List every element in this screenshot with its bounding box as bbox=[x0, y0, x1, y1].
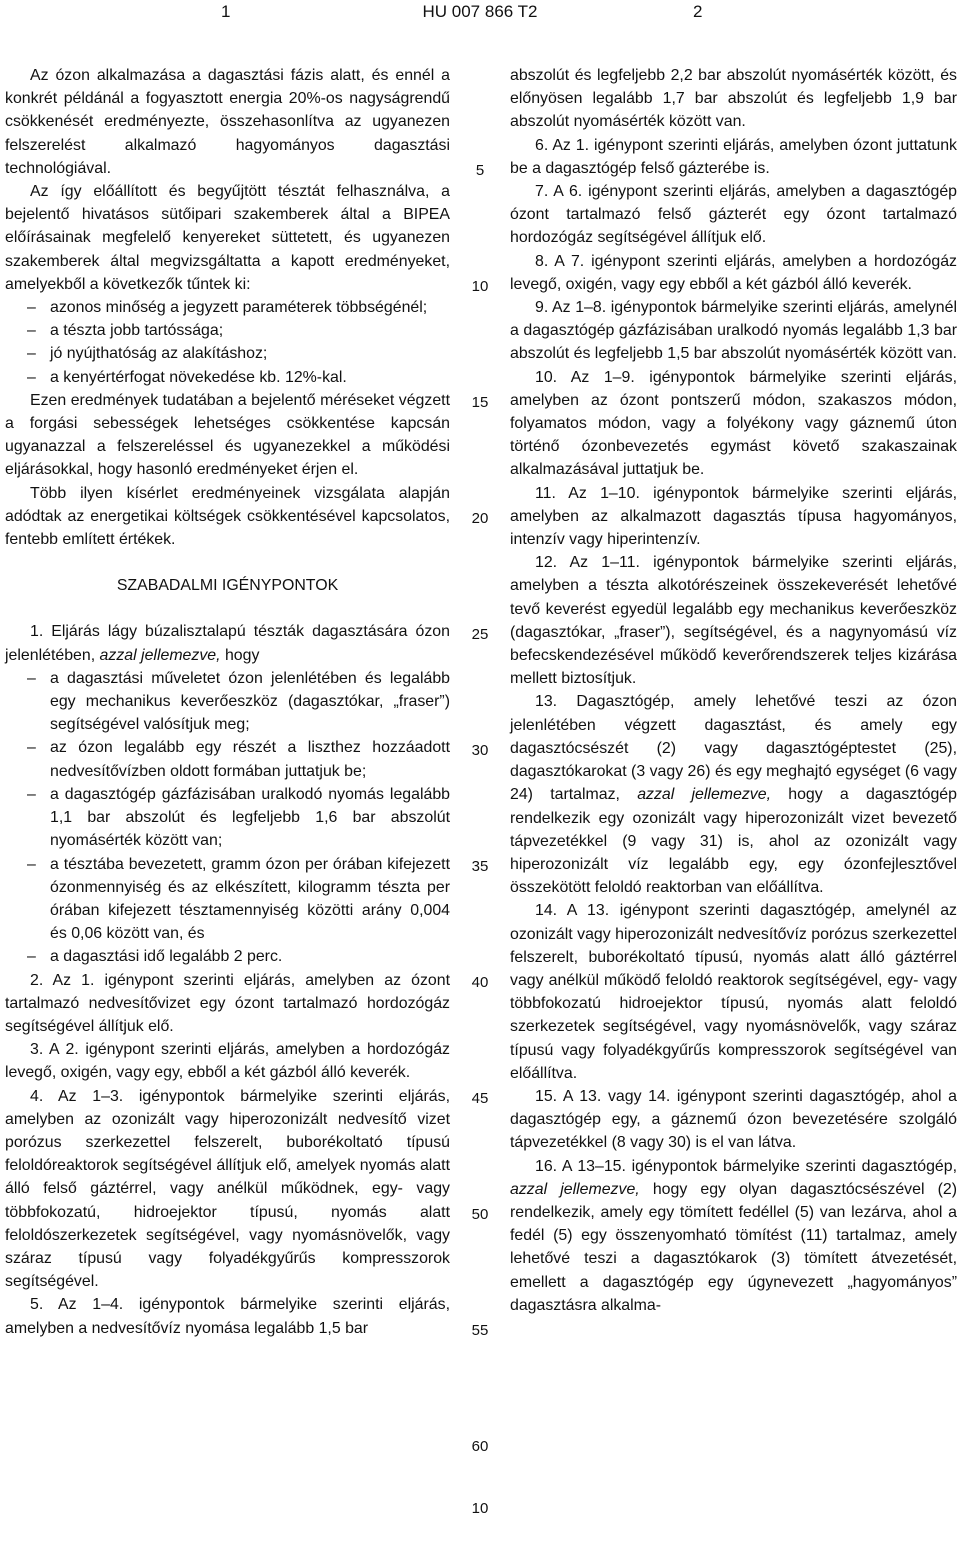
line-number: 55 bbox=[471, 1322, 489, 1339]
text-run: hogy a dagasztógép rendelkezik egy ozonizált vagy hiperozonizált vizet bevezető tápvezetékkel (9 vagy 31) is, ahol az ozonizált vagy hiperozonizált víz legalább egy, egy ózonfejlesztővel összekötött feloldó reaktorban van előállítva. bbox=[510, 786, 957, 897]
right-page-number: 2 bbox=[693, 2, 703, 21]
dash-list-item: – a dagasztási műveletet ózon jelenlétében és legalább egy mechanikus keverőeszköz (dagasztókar, „fraser”) segítségével valósítjuk meg; bbox=[5, 667, 450, 737]
line-number: 30 bbox=[471, 742, 489, 759]
left-page-number: 1 bbox=[221, 2, 231, 21]
paragraph: Több ilyen kísérlet eredményeinek vizsgálata alapján adódtak az energetikai költségek csökkentésével kapcsolatos, fentebb említett értékek. bbox=[5, 484, 450, 549]
line-number: 45 bbox=[471, 1090, 489, 1107]
paragraph: abszolút és legfeljebb 2,2 bar abszolút nyomásérték között, és előnyösen legalább 1,7 bar abszolút és legfeljebb 1,9 bar abszolút nyomásérték között van. bbox=[510, 67, 957, 131]
dash-list-item: – az ózon legalább egy részét a liszthez hozzáadott nedvesítővízben oldott formában juttatjuk be; bbox=[5, 736, 450, 782]
emphasis-text: azzal jellemezve, bbox=[510, 1180, 640, 1198]
emphasis-text: azzal jellemezve, bbox=[99, 646, 221, 664]
line-number: 25 bbox=[471, 626, 489, 643]
paragraph: Ezen eredmények tudatában a bejelentő méréseket végzett a forgási sebességek lehetséges csökkentése kapcsán ugyanazzal a felszereléssel és ugyanezekkel a működési eljárásokkal, hogy hasonló eredményeket érjen el. bbox=[5, 391, 450, 479]
page-number: 10 bbox=[471, 1500, 489, 1517]
document-number: HU 007 866 T2 bbox=[422, 2, 538, 21]
paragraph: 3. A 2. igénypont szerinti eljárás, amelyben a hordozógáz levegő, oxigén, vagy egy, ebből a két gázból álló keverék. bbox=[5, 1041, 450, 1082]
paragraph: Az így előállított és begyűjtött tésztát felhasználva, a bejelentő hivatásos sütőipari szakemberek által a BIPEA előírásainak megfelelő kenyereket süttetett, és ugyanezen szakemberek által megvizsgáltatta a kapott eredményeket, amelyekből a következők tűntek ki: bbox=[5, 183, 450, 293]
text-run: hogy egy olyan dagasztócsészével (2) rendelkezik, amely egy tömített fedéllel (5) van lezárva, ahol a fedél (5) egy összenyomható tömítést (11) tartalmaz, amely lehetővé teszi a dagasztókarok (3) tömített átvezetését, emellett a dagasztógép egy úgynevezett „hagyományos” dagasztásra alkalma- bbox=[510, 1180, 958, 1314]
left-text-column bbox=[5, 64, 450, 1340]
paragraph: 11. Az 1–10. igénypontok bármelyike szerinti eljárás, amelyben az alkalmazott dagasztás típusa hagyományos, intenzív vagy hiperintenzív. bbox=[510, 484, 957, 549]
paragraph bbox=[510, 1155, 957, 1317]
line-number: 20 bbox=[471, 510, 489, 527]
emphasis-text: azzal jellemezve, bbox=[637, 786, 771, 804]
line-number: 35 bbox=[471, 858, 489, 875]
paragraph: 10. Az 1–9. igénypontok bármelyike szerinti eljárás, amelyben az ózont pontszerű módon, szakaszos módon, folyamatos módon, vagy a folyékony vagy gáznemű úton történő ózonbevezetés egymást követő szakaszainak alkalmazásával juttatjuk be. bbox=[510, 368, 957, 479]
line-number: 15 bbox=[471, 394, 489, 411]
paragraph: Az ózon alkalmazása a dagasztási fázis alatt, és ennél a konkrét példánál a fogyasztott energia 20%-os nagyságrendű csökkenését eredményezte, összehasonlítva az ugyanezen felszerelést alkalmazó hagyományos dagasztási technológiával. bbox=[5, 67, 450, 177]
paragraph: 2. Az 1. igénypont szerinti eljárás, amelyben az ózont tartalmazó nedvesítővizet egy ózont tartalmazó hordozógáz segítségével állítjuk elő. bbox=[5, 971, 450, 1035]
paragraph: 4. Az 1–3. igénypontok bármelyike szerinti eljárás, amelyben az ozonizált vagy hiperozonizált nedvesítő vizet porózus szerkezettel felszerelt, buborékoltató típusú feloldóreaktorok segítségével állítjuk elő, amelyek nyomás alatt álló felső gáztérrel, vagy anélkül működnek, egy- vagy többfokozatú, hidroejektor típusú, nyomás alatt feloldószerkezetek segítségével, vagy nyomásnövelők, vagy száraz típusú vagy folyadékgyűrűs kompresszorok segítségével. bbox=[5, 1087, 450, 1291]
dash-list-item: – a tésztába bevezetett, gramm ózon per órában kifejezett ózonmennyiség és az elkészített, kilogramm tészta per órában kifejezett tésztamennyiség közötti arány 0,004 és 0,06 között van, és bbox=[5, 853, 450, 946]
line-number: 5 bbox=[475, 162, 485, 179]
paragraph: 5. Az 1–4. igénypontok bármelyike szerinti eljárás, amelyben a nedvesítővíz nyomása legalább 1,5 bar bbox=[5, 1296, 450, 1337]
text-run: 13. Dagasztógép, amely lehetővé teszi az ózon jelenlétében végzett dagasztást, és amely egy dagasztócsészét (2) vagy dagasztógéptestet (25), dagasztókarokat (3 vagy 26) és egy meghajtó egységet (6 vagy 24) tartalmaz, bbox=[510, 693, 957, 804]
text-run: hogy bbox=[220, 646, 260, 664]
paragraph: 14. A 13. igénypont szerinti dagasztógép, amelynél az ozonizált vagy hiperozonizált nedvesítővíz porózus szerkezettel felszerelt, buborékoltató típusú, nyomás alatt álló gáztérrel vagy anélkül működő feloldó reaktorok segítségével, egy- vagy többfokozatú hidroejektor típusú, nyomás alatt feloldó szerkezetek segítségével, vagy nyomásnövelők, vagy száraz típusú vagy folyadékgyűrűs kompresszorok segítségével van előállítva. bbox=[510, 902, 957, 1082]
line-number: 60 bbox=[471, 1438, 489, 1455]
line-number: 10 bbox=[471, 278, 489, 295]
paragraph: 8. A 7. igénypont szerinti eljárás, amelyben a hordozógáz levegő, oxigén, vagy egy ebből a két gázból álló keverék. bbox=[510, 252, 957, 293]
text-run: 1. Eljárás lágy búzalisztalapú tészták dagasztására ózon jelenlétében, bbox=[5, 623, 450, 664]
section-heading: SZABADALMI IGÉNYPONTOK bbox=[116, 577, 339, 595]
paragraph: 6. Az 1. igénypont szerinti eljárás, amelyben ózont juttatunk be a dagasztógép felső gázterébe is. bbox=[510, 136, 957, 177]
dash-list-item: – a dagasztási idő legalább 2 perc. bbox=[5, 945, 450, 968]
dash-list-item: – jó nyújthatóság az alakításhoz; bbox=[5, 342, 450, 365]
dash-list-item: – a kenyértérfogat növekedése kb. 12%-kal. bbox=[5, 366, 450, 389]
paragraph: 12. Az 1–11. igénypontok bármelyike szerinti eljárás, amelyben a tészta alkotórészeinek összekeverését lehetővé tevő keverést egyedül legalább egy mechanikus keverőeszköz (dagasztókar, „fraser”), segítségével, és a nagynyomású víz befecskendezésével működő keverőrendszerek teljes kizárása mellett biztosítjuk. bbox=[510, 554, 957, 688]
right-text-column bbox=[510, 64, 957, 1317]
paragraph: 9. Az 1–8. igénypontok bármelyike szerinti eljárás, amelynél a dagasztógép gázfázisában uralkodó nyomás legalább 1,3 bar abszolút és legfeljebb 1,5 bar abszolút nyomásérték között van. bbox=[510, 299, 957, 363]
text-run: 16. A 13–15. igénypontok bármelyike szerinti dagasztógép, bbox=[535, 1157, 957, 1175]
line-number: 40 bbox=[471, 974, 489, 991]
dash-list-item: – a dagasztógép gázfázisában uralkodó nyomás legalább 1,1 bar abszolút és legfeljebb 1,6 bar abszolút nyomásérték között van; bbox=[5, 783, 450, 853]
dash-list-item: – a tészta jobb tartóssága; bbox=[5, 319, 450, 342]
dash-list-item: – azonos minőség a jegyzett paraméterek többségénél; bbox=[5, 296, 450, 319]
paragraph: 15. A 13. vagy 14. igénypont szerinti dagasztógép, ahol a dagasztógép egy, a gáznemű ózon bevezetésére szolgáló tápvezetékkel (8 vagy 30) is el van látva. bbox=[510, 1087, 957, 1152]
line-number: 50 bbox=[471, 1206, 489, 1223]
paragraph: 7. A 6. igénypont szerinti eljárás, amelyben a dagasztógép ózont tartalmazó felső gázterét egy ózont tartalmazó hordozógáz segítségével állítjuk elő. bbox=[510, 183, 957, 247]
